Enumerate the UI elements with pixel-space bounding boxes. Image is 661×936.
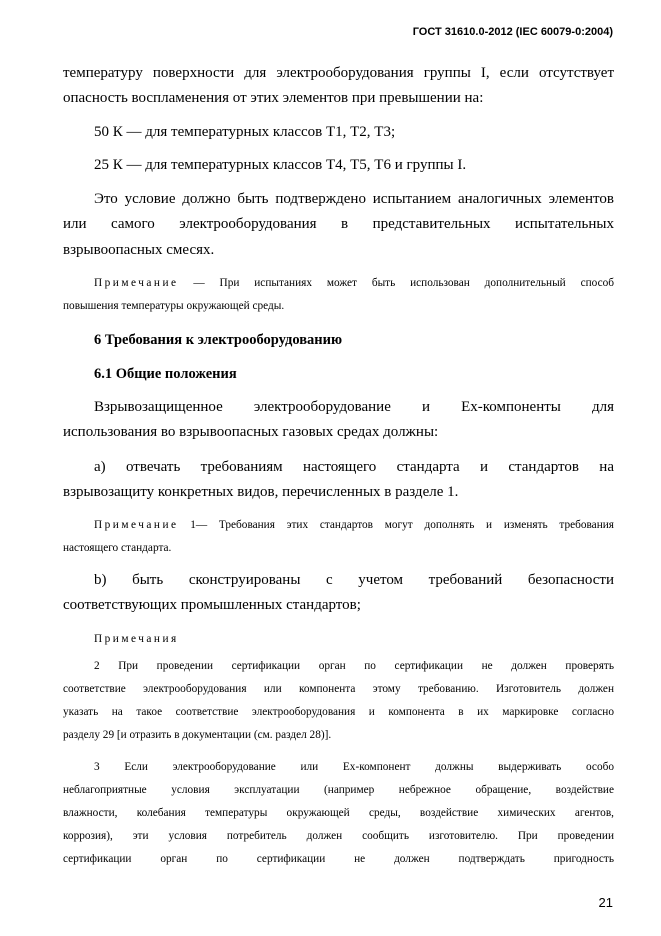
note-line: коррозия), эти условия потребитель должен сообщить изготовителю. При проведении [63, 830, 614, 842]
note-text: 1— Требования этих стандартов могут дополнять и изменять требования [178, 519, 614, 531]
note-line: повышения температуры окружающей среды. [63, 300, 285, 312]
note-ambient-temperature [63, 272, 614, 318]
text-line: b) быть сконструированы с учетом требований безопасности [94, 572, 614, 588]
paragraph-surface-temperature [63, 61, 614, 112]
note-line: влажности, колебания температуры окружающей среды, воздействие химических агентов, [63, 807, 614, 819]
text-line: или самого электрооборудования в представительных испытательных [63, 216, 614, 233]
note-1-standards [63, 514, 614, 560]
list-item-a [63, 455, 614, 506]
note-line: разделу 29 [и отразить в документации (см. раздел 28)]. [63, 729, 332, 741]
text-line: опасность воспламенения от этих элементов при превышении на: [63, 90, 484, 107]
note-line: соответствие электрооборудования или компонента этому требованию. Изготовитель должен [63, 683, 614, 695]
text-line: температуру поверхности для электрооборудования группы I, если отсутствует [63, 65, 614, 81]
text-line: а) отвечать требованиям настоящего стандарта и стандартов на [94, 459, 614, 475]
note-line: указать на такое соответствие электрооборудования и компонента в их маркировке согласно [63, 706, 614, 718]
note-2-certification [63, 655, 614, 747]
document-header: ГОСТ 31610.0-2012 (IEC 60079-0:2004) [412, 26, 613, 38]
note-label: Примечание [94, 277, 179, 289]
paragraph-50k: 50 К — для температурных классов Т1, Т2, Т3; [94, 124, 396, 140]
paragraph-25k: 25 К — для температурных классов Т4, Т5, Т6 и группы I. [94, 157, 467, 173]
paragraph-general [63, 395, 614, 446]
note-line [63, 514, 614, 537]
text-line: взрывоопасных смесях. [63, 241, 215, 258]
notes-label: Примечания [94, 633, 179, 645]
section-heading-6: 6 Требования к электрооборудованию [94, 332, 343, 348]
note-label: Примечание [94, 519, 179, 531]
section-heading-6-1: 6.1 Общие положения [94, 366, 237, 382]
note-line: настоящего стандарта. [63, 542, 172, 554]
text-line: использования во взрывоопасных газовых средах должны: [63, 424, 439, 441]
text-line: Это условие должно быть подтверждено испытанием аналогичных элементов [94, 191, 614, 207]
note-line [63, 272, 614, 295]
text-line: соответствующих промышленных стандартов; [63, 597, 361, 614]
paragraph-test-condition [63, 187, 614, 263]
note-line: неблагоприятные условия эксплуатации (например небрежное обращение, воздействие [63, 784, 614, 796]
note-3-conditions [63, 756, 614, 871]
note-line: 2 При проведении сертификации орган по сертификации не должен проверять [94, 660, 614, 672]
note-line: 3 Если электрооборудование или Ex-компонент должны выдерживать особо [94, 761, 614, 773]
text-line: взрывозащиту конкретных видов, перечисленных в разделе 1. [63, 484, 459, 501]
page-number: 21 [598, 895, 613, 910]
note-text: — При испытаниях может быть использован дополнительный способ [178, 277, 614, 289]
note-line: сертификации орган по сертификации не должен подтверждать пригодность [63, 853, 614, 865]
text-line: Взрывозащищенное электрооборудование и Ex-компоненты для [94, 399, 614, 415]
list-item-b [63, 568, 614, 619]
